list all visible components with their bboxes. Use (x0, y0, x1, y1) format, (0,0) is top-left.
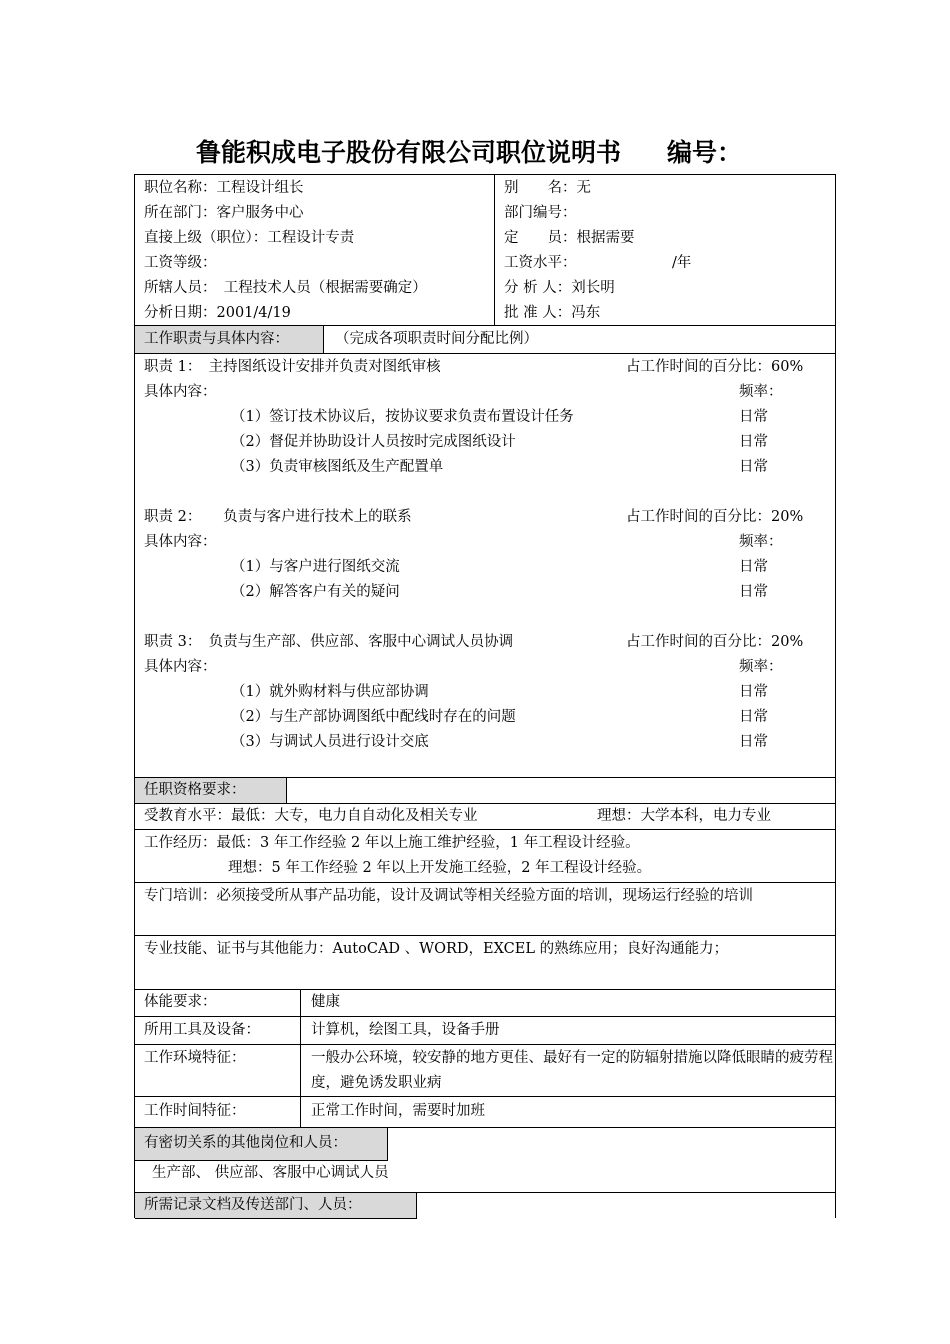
related-label: 有密切关系的其他岗位和人员： (144, 1135, 347, 1151)
duty-3-item-3: （3）与调试人员进行设计交底 (231, 734, 429, 750)
duty-1-content-label: 具体内容： (144, 384, 217, 400)
feature-environment-value: 一般办公环境，较安静的地方更佳、最好有一定的防辐射措施以降低眼睛的疲劳程度，避免诱发职业病 (311, 1050, 833, 1091)
analyst: 分 析 人：刘长明 (504, 280, 615, 296)
experience-ideal: 理想：5 年工作经验 2 年以上开发施工经验，2 年工程设计经验。 (228, 860, 652, 876)
duty-1-item-2-freq: 日常 (739, 434, 768, 450)
salary-unit: /年 (672, 255, 692, 271)
skills-row (135, 936, 835, 990)
training-row (135, 883, 835, 936)
department: 所在部门：客户服务中心 (144, 205, 304, 221)
basic-info-section (135, 175, 835, 326)
duty-1-item-1: （1）签订技术协议后，按协议要求负责布置设计任务 (231, 409, 574, 425)
duty-3-item-3-freq: 日常 (739, 734, 768, 750)
analysis-date: 分析日期：2001/4/19 (144, 305, 291, 321)
feature-physical-label: 体能要求： (144, 994, 217, 1010)
quota: 定 员：根据需要 (504, 230, 635, 246)
experience-min: 工作经历：最低：3 年工作经验 2 年以上施工维护经验，1 年工程设计经验。 (144, 835, 640, 851)
position-name: 职位名称：工程设计组长 (144, 180, 304, 196)
education-row (135, 804, 835, 830)
related-section (135, 1128, 835, 1193)
feature-tools-label: 所用工具及设备： (144, 1022, 260, 1038)
duty-2-item-2: （2）解答客户有关的疑问 (231, 584, 400, 600)
duties-section (135, 354, 835, 778)
feature-row-environment (135, 1045, 835, 1097)
duty-3-item-2-freq: 日常 (739, 709, 768, 725)
duty-3-item-1-freq: 日常 (739, 684, 768, 700)
duty-1-item-3: （3）负责审核图纸及生产配置单 (231, 459, 444, 475)
duty-2-freq-label: 频率： (739, 534, 783, 550)
duties-header (135, 326, 835, 354)
salary-level: 工资水平： (504, 255, 577, 271)
duty-3-percent: 占工作时间的百分比：20% (626, 634, 804, 650)
duty-1-item-1-freq: 日常 (739, 409, 768, 425)
duty-2-percent: 占工作时间的百分比：20% (626, 509, 804, 525)
approver: 批 准 人：冯东 (504, 305, 601, 321)
records-label: 所需记录文档及传送部门、人员： (144, 1197, 362, 1213)
duty-2-item-1: （1）与客户进行图纸交流 (231, 559, 400, 575)
duty-3-title: 职责 3： 负责与生产部、供应部、客服中心调试人员协调 (144, 634, 514, 650)
feature-environment-label: 工作环境特征： (144, 1050, 246, 1066)
duties-header-label: 工作职责与具体内容： (144, 331, 289, 347)
qualifications-header (135, 778, 835, 804)
salary-grade: 工资等级： (144, 255, 217, 271)
duty-1-percent: 占工作时间的百分比：60% (626, 359, 804, 375)
duty-1-item-2: （2）督促并协助设计人员按时完成图纸设计 (231, 434, 516, 450)
duty-2-title: 职责 2： 负责与客户进行技术上的联系 (144, 509, 412, 525)
records-section (135, 1193, 835, 1218)
experience-row (135, 830, 835, 883)
dept-code: 部门编号： (504, 205, 577, 221)
feature-row-tools (135, 1017, 835, 1045)
duty-3-content-label: 具体内容： (144, 659, 217, 675)
duty-2-content-label: 具体内容： (144, 534, 217, 550)
feature-time-value: 正常工作时间，需要时加班 (311, 1103, 485, 1119)
feature-time-label: 工作时间特征： (144, 1103, 246, 1119)
document-title (196, 133, 742, 169)
feature-tools-value: 计算机，绘图工具，设备手册 (311, 1022, 500, 1038)
training-text: 专门培训：必须接受所从事产品功能，设计及调试等相关经验方面的培训，现场运行经验的培训 (144, 888, 753, 904)
subordinates: 所辖人员： 工程技术人员（根据需要确定） (144, 280, 427, 296)
duty-3-item-1: （1）就外购材料与供应部协调 (231, 684, 429, 700)
feature-row-time (135, 1097, 835, 1128)
education-min: 受教育水平：最低：大专，电力自自动化及相关专业 (144, 808, 478, 824)
number-label: 编号： (667, 138, 743, 167)
skills-text: 专业技能、证书与其他能力：AutoCAD 、WORD，EXCEL 的熟练应用；良好沟通能力； (144, 941, 729, 957)
duties-header-note: （完成各项职责时间分配比例） (335, 331, 538, 347)
duty-1-freq-label: 频率： (739, 384, 783, 400)
duty-3-freq-label: 频率： (739, 659, 783, 675)
feature-row-physical (135, 990, 835, 1017)
duty-3-item-2: （2）与生产部协调图纸中配线时存在的问题 (231, 709, 516, 725)
alias: 别 名：无 (504, 180, 591, 196)
duty-1-item-3-freq: 日常 (739, 459, 768, 475)
feature-physical-value: 健康 (311, 994, 340, 1010)
related-value: 生产部、 供应部、客服中心调试人员 (152, 1165, 389, 1181)
education-ideal: 理想：大学本科，电力专业 (597, 808, 771, 824)
qualifications-label: 任职资格要求： (144, 782, 246, 798)
duty-2-item-1-freq: 日常 (739, 559, 768, 575)
duty-2-item-2-freq: 日常 (739, 584, 768, 600)
duty-1-title: 职责 1： 主持图纸设计安排并负责对图纸审核 (144, 359, 441, 375)
job-description-table (134, 174, 836, 1218)
title-text: 鲁能积成电子股份有限公司职位说明书 (196, 138, 622, 167)
superior: 直接上级（职位）：工程设计专责 (144, 230, 355, 246)
